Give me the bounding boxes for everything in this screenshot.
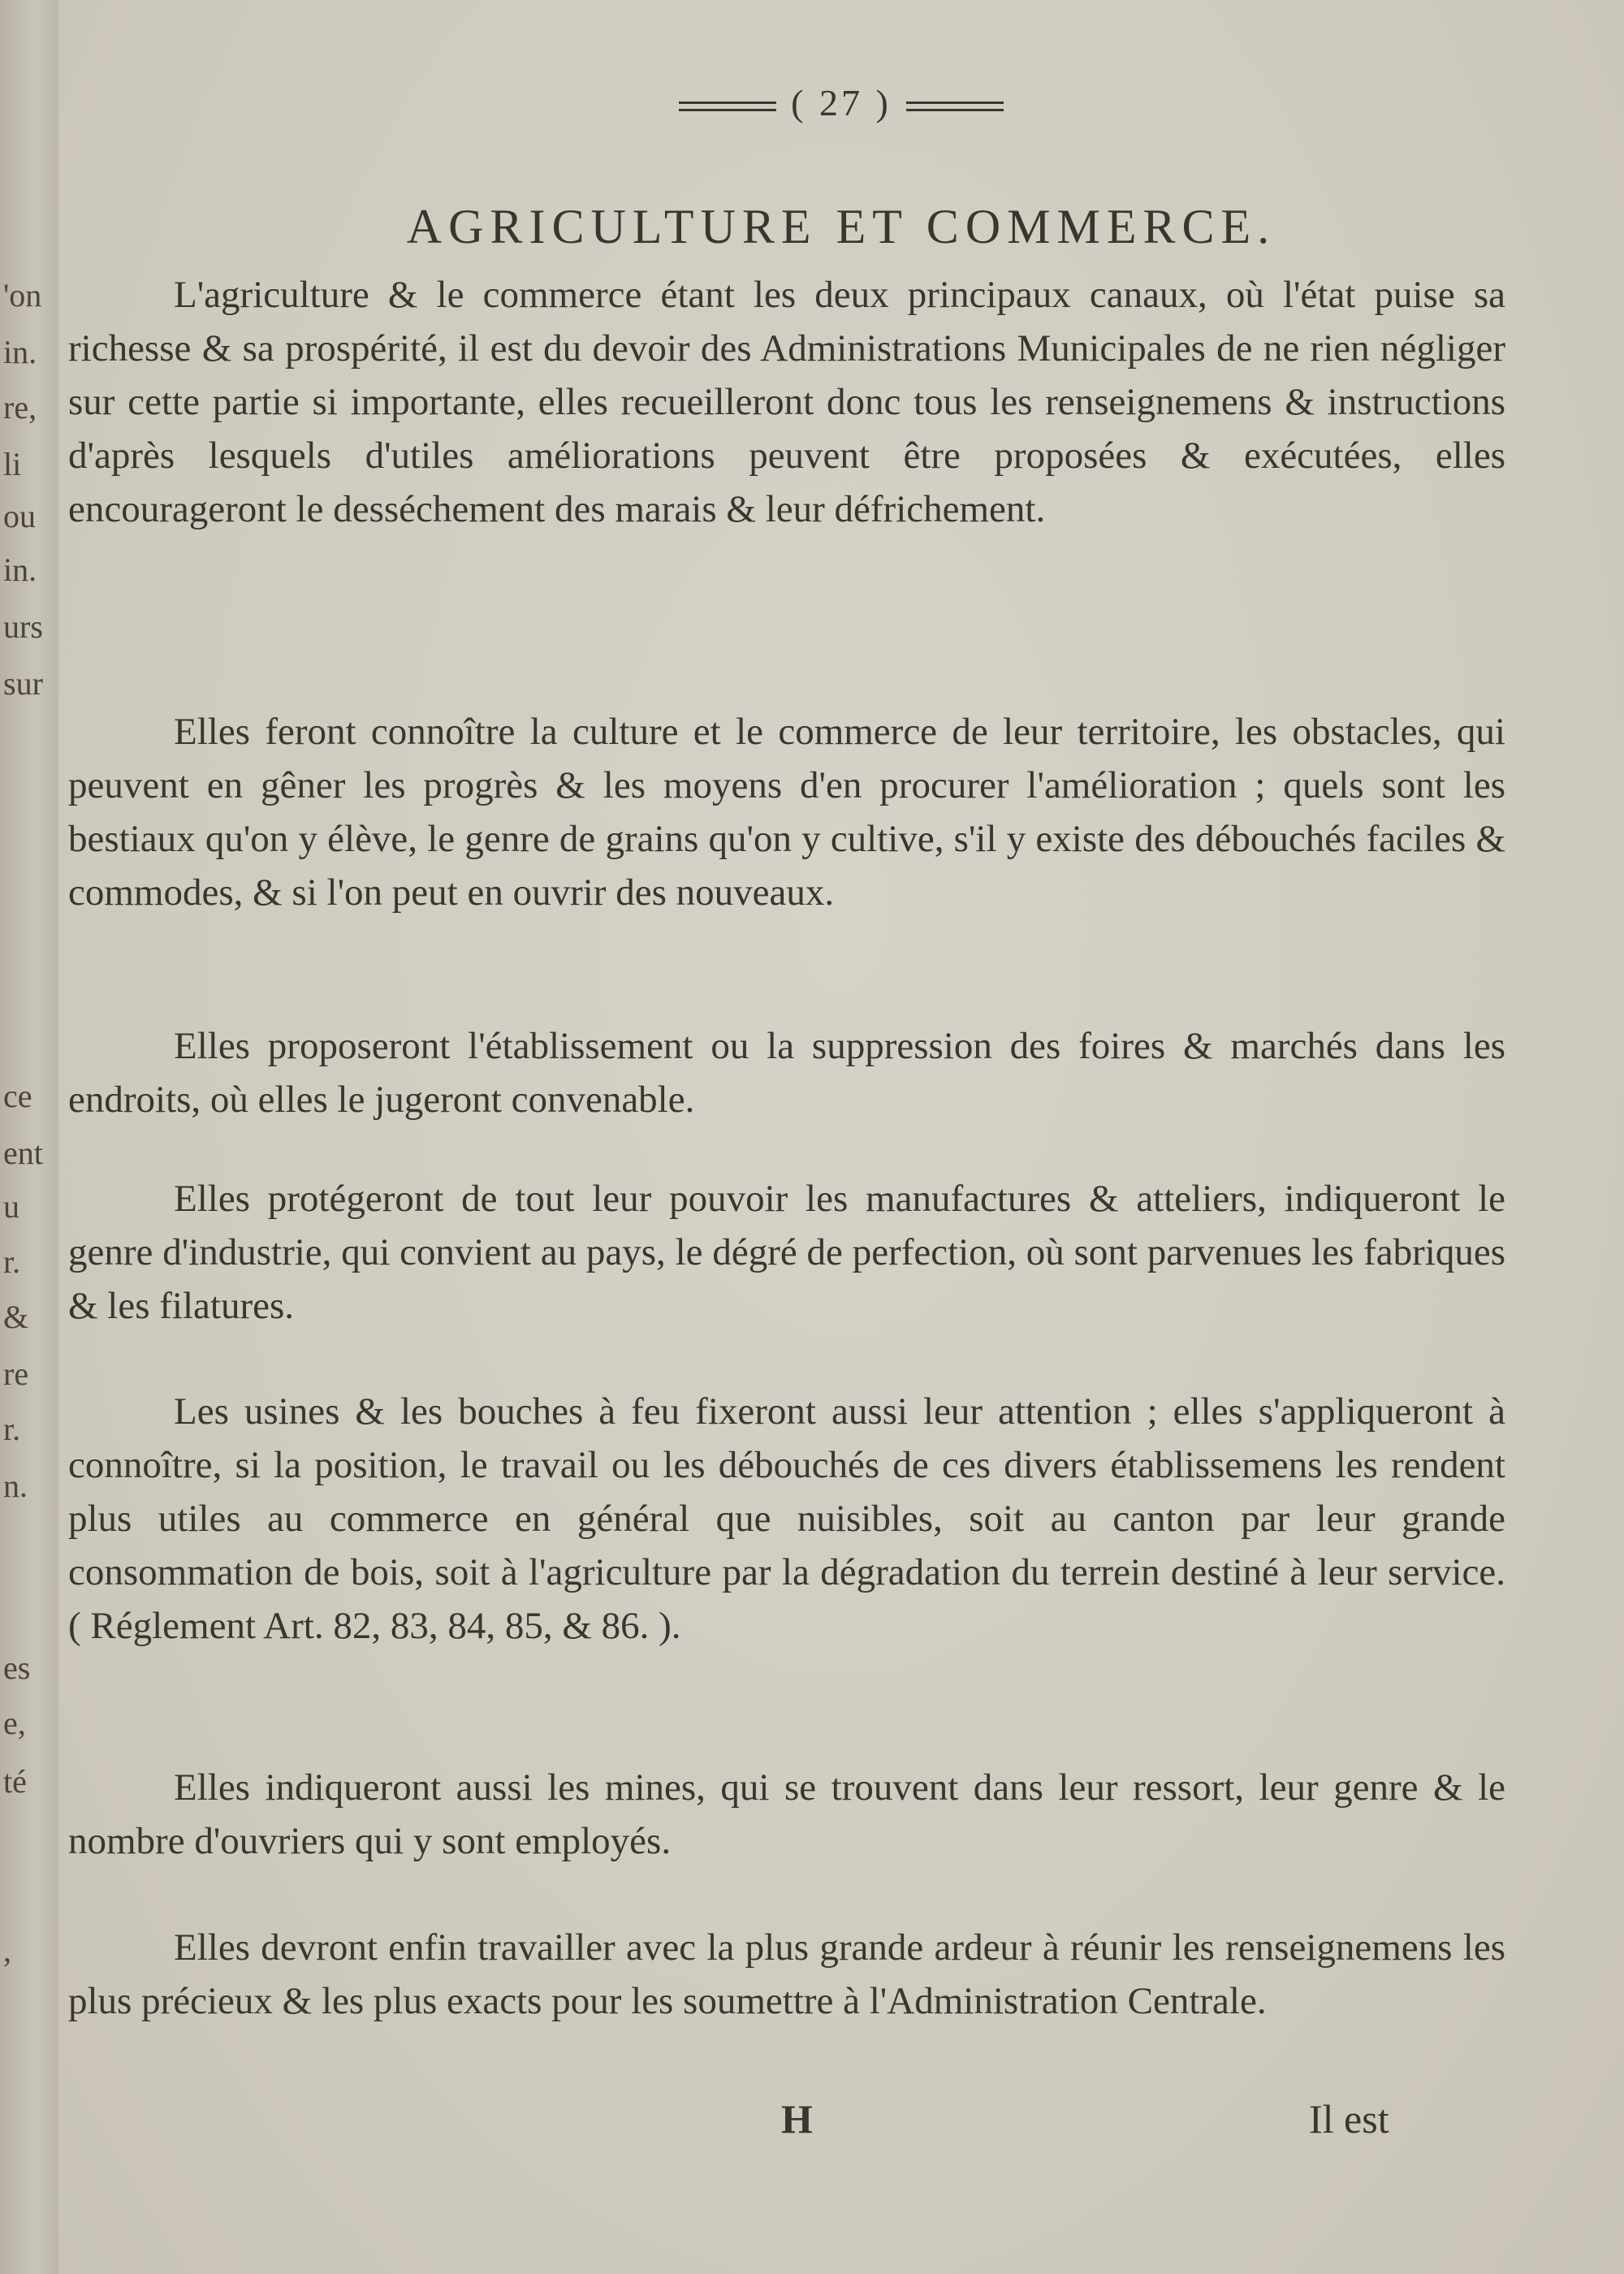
paragraph: Elles proposeront l'établissement ou la suppression des foires & marchés dans les endroits, où elles le jugeront convenable. bbox=[68, 1025, 1505, 1121]
margin-fragment: re bbox=[3, 1355, 29, 1392]
facing-page-gutter bbox=[0, 0, 60, 2274]
margin-fragment: té bbox=[3, 1763, 27, 1800]
book-page bbox=[58, 0, 1624, 2274]
page-header bbox=[58, 81, 1624, 124]
margin-fragment: u bbox=[3, 1188, 19, 1225]
paragraph: Les usines & les bouches à feu fixeront aussi leur attention ; elles s'appliqueront à connoître, si la position, le travail ou les débouchés de ces divers établissemens les rendent plus utiles au commerce en général que nuisibles, soit au canton par leur grande consommation de bois, soit à l'agriculture par la dégradation du terrein destiné à leur service. ( Réglement Art. 82, 83, 84, 85, & 86. ). bbox=[68, 1390, 1505, 1647]
margin-fragment: es bbox=[3, 1649, 31, 1686]
margin-fragment: & bbox=[3, 1299, 29, 1335]
margin-fragment: ce bbox=[3, 1078, 32, 1114]
margin-fragment: in. bbox=[3, 334, 37, 370]
header-rule-left bbox=[679, 102, 776, 111]
margin-fragment: e, bbox=[3, 1705, 26, 1741]
margin-fragment: ent bbox=[3, 1135, 43, 1171]
header-rule-right bbox=[906, 102, 1004, 111]
signature-mark: H bbox=[781, 2096, 813, 2142]
margin-fragment: 'on bbox=[3, 277, 42, 313]
page-footer bbox=[58, 2095, 1624, 2152]
paragraph: Elles indiqueront aussi les mines, qui se trouvent dans leur ressort, leur genre & le nombre d'ouvriers qui y sont employés. bbox=[68, 1766, 1505, 1862]
margin-fragment: in. bbox=[3, 551, 37, 588]
paragraph: Elles feront connoître la culture et le commerce de leur territoire, les obstacles, qui peuvent en gêner les progrès & les moyens d'en procurer l'amélioration ; quels sont les bestiaux qu'on y élève, le genre de grains qu'on y cultive, s'il y existe des débouchés faciles & commodes, & si l'on peut en ouvrir des nouveaux. bbox=[68, 711, 1505, 914]
margin-fragment: , bbox=[3, 1932, 11, 1969]
margin-fragment: re, bbox=[3, 389, 37, 426]
section-title: AGRICULTURE ET COMMERCE. bbox=[406, 200, 1276, 254]
margin-fragment: r. bbox=[3, 1411, 21, 1447]
page-number: ( 27 ) bbox=[791, 82, 892, 123]
paragraph: Elles protégeront de tout leur pouvoir les manufactures & atteliers, indiqueront le genre d'industrie, qui convient au pays, le dégré de perfection, où sont parvenues les fabriques & les filatures. bbox=[68, 1178, 1505, 1327]
margin-fragment: li bbox=[3, 446, 22, 482]
margin-fragment: r. bbox=[3, 1243, 21, 1280]
catchword: Il est bbox=[1309, 2096, 1389, 2142]
margin-fragment: sur bbox=[3, 665, 43, 702]
paragraph: Elles devront enfin travailler avec la plus grande ardeur à réunir les renseignemens les plus précieux & les plus exacts pour les soumettre à l'Administration Centrale. bbox=[68, 1926, 1505, 2022]
paragraph: L'agriculture & le commerce étant les deux principaux canaux, où l'état puise sa richesse & sa prospérité, il est du devoir des Administrations Municipales de ne rien négliger sur cette partie si importante, elles recueilleront donc tous les renseignemens & instructions d'après lesquels d'utiles améliorations peuvent être proposées & exécutées, elles encourageront le desséchement des marais & leur défrichement. bbox=[68, 274, 1505, 530]
margin-fragment: ou bbox=[3, 498, 36, 534]
margin-fragment: n. bbox=[3, 1468, 28, 1504]
margin-fragment: urs bbox=[3, 608, 43, 645]
